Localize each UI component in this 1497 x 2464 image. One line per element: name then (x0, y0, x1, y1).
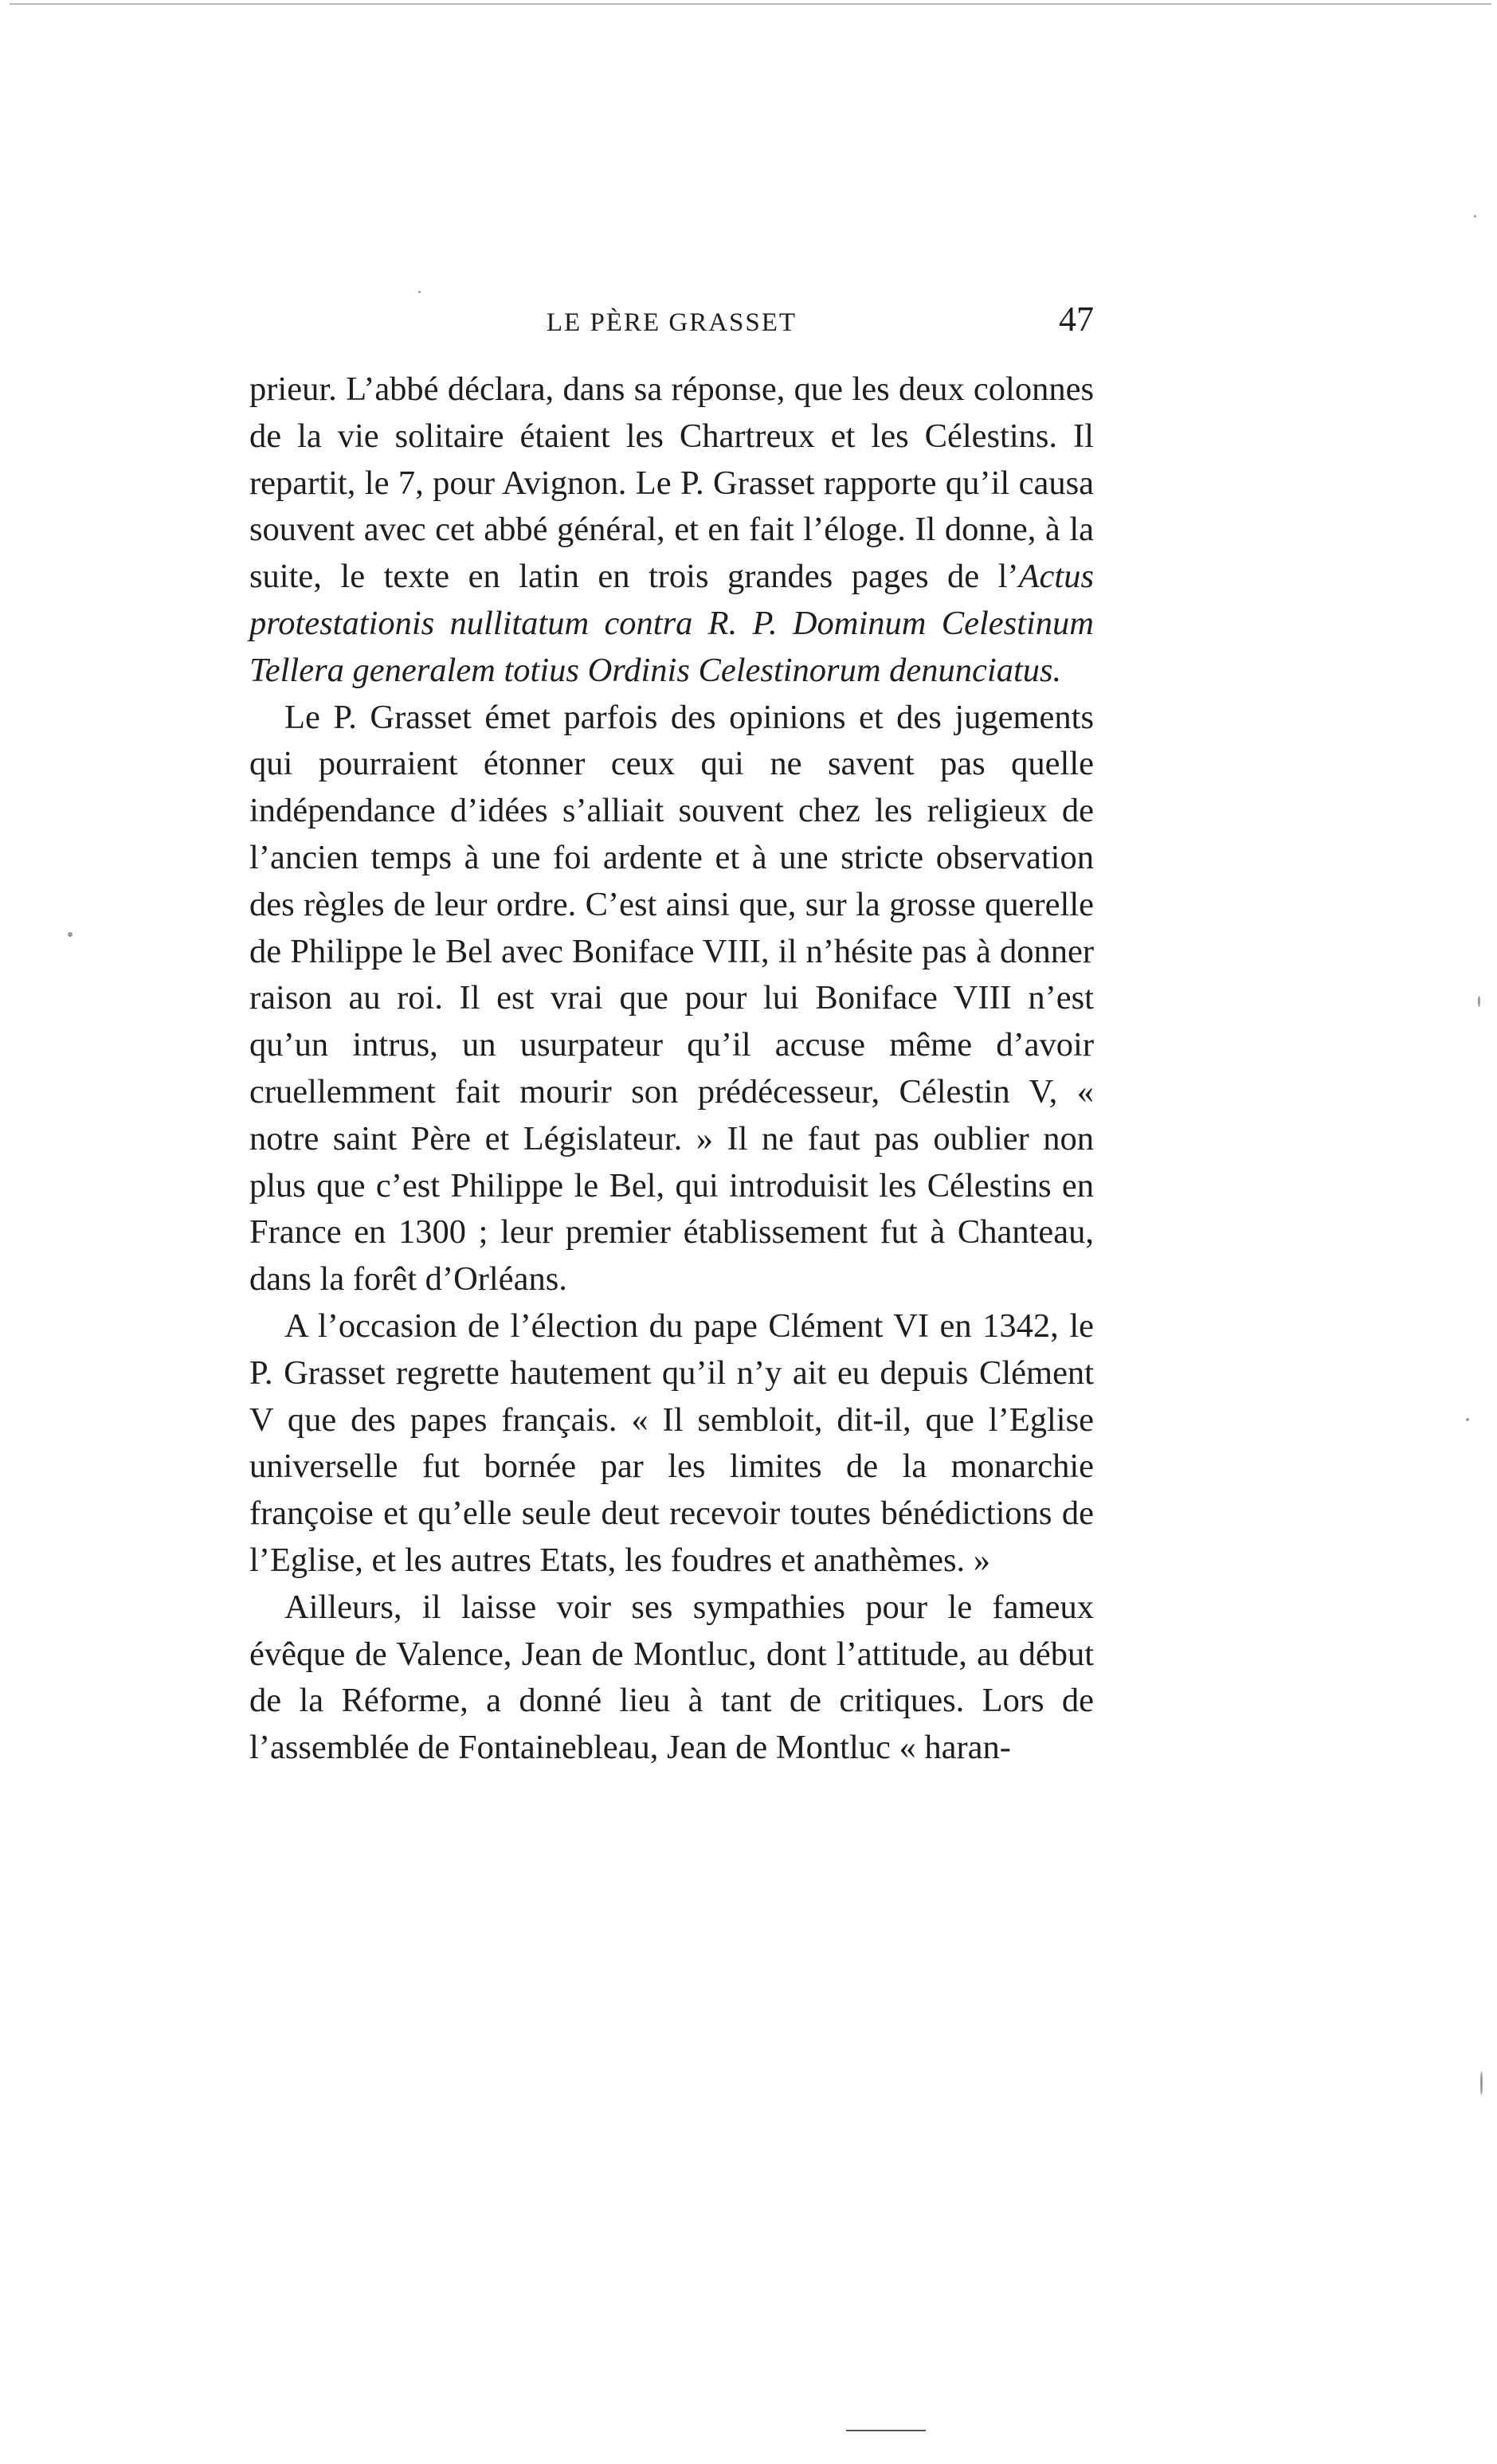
paragraph-text: Le P. Grasset émet parfois des opinions et des jugements qui pourraient étonner ceux qui ne savent pas quelle indépendance d’idées s’alliait souvent chez les religieux de l’ancien temps à une foi ardente et à une stricte observation des règles de leur ordre. C’est ainsi que, sur la grosse querelle de Philippe le Bel avec Boniface VIII, il n’hésite pas à donner raison au roi. Il est vrai que pour lui Boniface VIII n’est qu’un intrus, un usurpateur qu’il accuse même d’avoir cruellemment fait mourir son prédécesseur, Célestin V, « notre saint Père et Législateur. » Il ne faut pas oublier non plus que c’est Philippe le Bel, qui introduisit les Célestins en France en 1300 ; leur premier établissement fut à Chanteau, dans la forêt d’Orléans. (249, 698, 1094, 1299)
page-header (249, 299, 1094, 355)
paragraph-text: prieur. L’abbé déclara, dans sa réponse, que les deux colonnes de la vie solitaire étaient les Chartreux et les Célestins. Il repartit, le 7, pour Avignon. Le P. Grasset rapporte qu’il causa souvent avec cet abbé général, et en fait l’éloge. Il donne, à la suite, le texte en latin en trois grandes pages de l’ (249, 370, 1094, 596)
body-text (249, 366, 1094, 1772)
paper-speck (418, 291, 421, 293)
paper-speck (1474, 215, 1476, 217)
paragraph-1 (249, 366, 1094, 695)
paragraph-2 (249, 695, 1094, 1303)
paragraph-4 (249, 1585, 1094, 1772)
paper-speck (68, 932, 72, 937)
page-number: 47 (1059, 300, 1094, 339)
paper-speck (1466, 1418, 1469, 1421)
paragraph-text: A l’occasion de l’élection du pape Clément VI en 1342, le P. Grasset regrette hautement qu’il n’y ait eu depuis Clément V que des papes français. « Il sembloit, dit-il, que l’Eglise universelle fut bornée par les limites de la monarchie françoise et qu’elle seule deut recevoir toutes bénédictions de l’Eglise, et les autres Etats, les foudres et anathèmes. » (249, 1306, 1094, 1579)
top-edge-line (10, 3, 1491, 5)
running-title: LE PÈRE GRASSET (546, 308, 797, 337)
paragraph-3 (249, 1303, 1094, 1585)
bottom-edge-line (846, 2430, 926, 2431)
paragraph-text: Ailleurs, il laisse voir ses sympathies pour le fameux évêque de Valence, Jean de Montluc, dont l’attitude, au début de la Réforme, a donné lieu à tant de critiques. Lors de l’assemblée de Fontainebleau, Jean de Montluc « haran- (249, 1588, 1094, 1767)
latin-title: Actus protestationis nullitatum contra R. P. Dominum Celestinum Tellera generalem totius Ordinis Celestinorum denunciatus. (249, 558, 1094, 689)
paper-speck (1480, 2071, 1483, 2095)
paper-speck (1478, 996, 1480, 1007)
